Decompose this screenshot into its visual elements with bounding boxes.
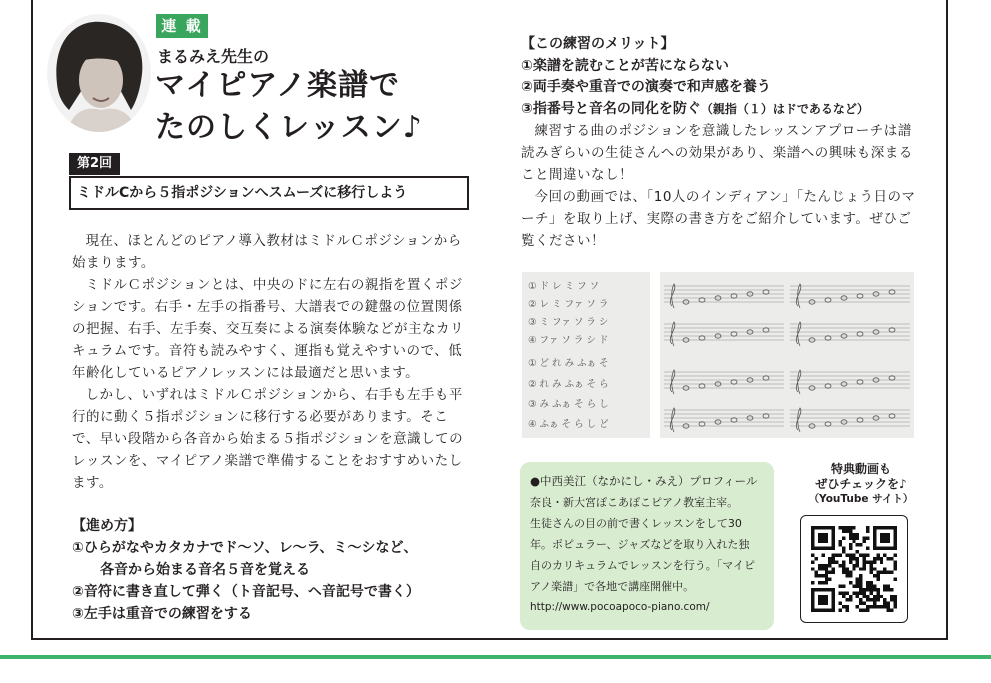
qr-code[interactable]: [800, 515, 908, 623]
steps-heading: 【進め方】: [72, 518, 142, 534]
merit-item-text: ③指番号と音名の同化を防ぐ: [521, 100, 701, 117]
main-title-line-2: たのしくレッスン♪: [155, 110, 423, 145]
profile-line: 生徒さんの目の前で書くレッスンをして30: [530, 517, 742, 530]
right-body-text: [521, 120, 921, 252]
episode-tag: 第2回: [69, 153, 120, 175]
profile-line: 奈良・新大宮ぽこあぽこピアノ教室主宰。: [530, 496, 739, 509]
sheet-row: ① ド レ ミ フ ソ: [528, 281, 600, 292]
intro-paragraph: しかし、いずれはミドルＣポジションから、右手も左手も平行的に動く５指ポジションに移行する必要があります。そこで、早い段階から各音から始まる５指ポジションを意識してのレッスンを、マイピアノ楽譜で準備することをおすすめいたします。: [72, 387, 464, 491]
bottom-rule: [0, 655, 991, 659]
step-item: ①ひらがなやカタカナでド〜ソ、レ〜ラ、ミ〜シなど、: [72, 540, 418, 556]
sheet-row: ③ ミ ファ ソ ラ シ: [528, 317, 609, 328]
handwritten-score-sheet: [660, 272, 914, 438]
merit-item: [521, 99, 921, 121]
sheet-row: ② レ ミ ファ ソ ラ: [528, 299, 609, 310]
merits-section: [521, 34, 921, 120]
merit-item-note: （親指（１）はドであるなど）: [700, 101, 869, 116]
note-name-sheet: [522, 272, 650, 438]
teacher-portrait: [47, 14, 151, 132]
profile-line: 年。ポピュラー、ジャズなどを取り入れた独: [530, 538, 750, 551]
merit-item: ①楽譜を読むことが苦にならない: [521, 57, 729, 74]
profile-title: ●中西美江（なかにし・みえ）プロフィール: [530, 474, 758, 488]
video-callout-line: ぜひチェックを♪: [815, 477, 907, 491]
main-title-line-1: マイピアノ楽譜で: [155, 68, 400, 103]
profile-line: 自のカリキュラムでレッスンを行う。「マイピ: [530, 559, 756, 572]
profile-url[interactable]: http://www.pocoapoco-piano.com/: [530, 601, 710, 613]
merit-item: ②両手奏や重音での演奏で和声感を養う: [521, 79, 771, 95]
sheet-row: ③ み ふぁ そ ら し: [528, 399, 609, 410]
teacher-line: まるみえ先生の: [157, 47, 270, 66]
right-paragraph: 今回の動画では、「10人のインディアン」「たんじょう日のマーチ」を取り上げ、実際の書き方をご紹介しています。ぜひご覧ください！: [521, 189, 916, 249]
video-callout-line: （YouTube サイト）: [808, 493, 914, 505]
merits-heading: 【この練習のメリット】: [521, 36, 675, 52]
steps-section: [72, 515, 482, 625]
handwritten-sample-image: [522, 272, 914, 438]
episode-subtitle: ミドルCから５指ポジションへスムーズに移行しよう: [69, 176, 469, 210]
step-item: ③左手は重音での練習をする: [72, 606, 252, 622]
intro-paragraph: 現在、ほとんどのピアノ導入教材はミドルＣポジションから始まります。: [72, 233, 462, 271]
right-paragraph: 練習する曲のポジションを意識したレッスンアプローチは譜読みぎらいの生徒さんへの効果があり、楽譜への興味も深まること間違いなし！: [521, 123, 913, 183]
step-item-continued: 各音から始まる音名５音を覚える: [100, 562, 310, 578]
series-badge: 連 載: [156, 14, 208, 38]
sheet-row: ④ ふぁ そ ら し ど: [528, 419, 609, 430]
sheet-row: ① ど れ み ふぁ そ: [528, 358, 609, 369]
intro-paragraph: ミドルＣポジションとは、中央のドに左右の親指を置くポジションです。右手・左手の指番号、大譜表での鍵盤の位置関係の把握、右手、左手奏、交互奏による演奏体験などが主なカリキュラムです。音符も読みやすく、運指も覚えやすいので、低年齢化しているピアノレッスンには最適だと思います。: [72, 277, 464, 381]
profile-line: アノ楽譜」で各地で講座開催中。: [530, 580, 695, 593]
video-callout-line: 特典動画も: [830, 462, 891, 476]
step-item: ②音符に書き直して弾く（ト音記号、ヘ音記号で書く）: [72, 584, 420, 600]
sheet-row: ④ ファ ソ ラ シ ド: [528, 335, 609, 346]
sheet-row: ② れ み ふぁ そ ら: [528, 379, 609, 390]
profile-box: [520, 462, 774, 630]
video-callout: [786, 462, 936, 507]
intro-text: [72, 230, 472, 494]
